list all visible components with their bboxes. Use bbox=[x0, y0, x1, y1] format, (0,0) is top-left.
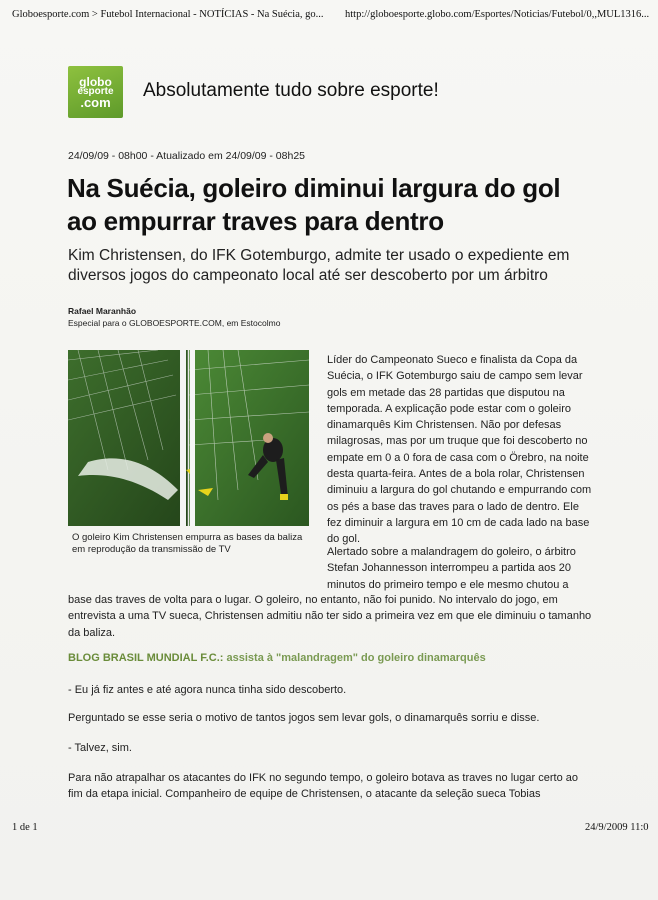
article-paragraph-2-end: base das traves de volta para o lugar. O goleiro, no entanto, não foi punido. No intervalo do jogo, em entrevista a uma TV sueca, Christensen admitiu não ter sido a primeira vez em que ele diminuiu o tamanho da baliza. bbox=[68, 594, 592, 639]
article-quote-1: - Eu já fiz antes e até agora nunca tinha sido descoberto. bbox=[68, 684, 347, 696]
goalkeeper-photo-illustration bbox=[68, 350, 309, 526]
article-subhead: Kim Christensen, do IFK Gotemburgo, admite ter usado o expediente em diversos jogos do campeonato local até ser descoberto por um árbitro bbox=[68, 247, 570, 284]
logo-line-1: globo bbox=[79, 75, 112, 89]
print-footer-page: 1 de 1 bbox=[12, 822, 38, 833]
article-paragraph-1: Líder do Campeonato Sueco e finalista da Copa da Suécia, o IFK Gotemburgo saiu de campo sem levar gols em metade das 28 partidas que disputou na temporada. A explicação pode estar com o goleiro dinamarquês Kim Christensen. Não por defesas milagrosas, mas por um truque que foi descoberto no empate em 0 a 0 fora de casa com o Örebro, na noite desta quarta-feira. Antes de a bola rolar, Christensen diminuiu a largura do gol chutando e empurrando com os pés a base das traves para o lado de dentro. Ele fez diminuir a largura em 10 cm de cada lado na base do gol. bbox=[327, 354, 592, 546]
blog-link[interactable] bbox=[68, 652, 486, 664]
print-footer-timestamp: 24/9/2009 11:0 bbox=[585, 822, 649, 833]
logo-line-3: .com bbox=[80, 95, 111, 110]
article-dateline: 24/09/09 - 08h00 - Atualizado em 24/09/09 - 08h25 bbox=[68, 150, 306, 162]
print-header-title: Globoesporte.com > Futebol Internacional - NOTÍCIAS - Na Suécia, go... bbox=[12, 9, 324, 20]
print-header-url: http://globoesporte.globo.com/Esportes/Noticias/Futebol/0,,MUL1316... bbox=[345, 9, 650, 20]
blog-link-label[interactable]: BLOG BRASIL MUNDIAL F.C.: bbox=[68, 652, 224, 664]
globoesporte-logo[interactable] bbox=[68, 66, 123, 118]
article-paragraph-4: Para não atrapalhar os atacantes do IFK no segundo tempo, o goleiro botava as traves no lugar certo ao fim da etapa inicial. Companheiro de equipe de Christensen, o atacante da seleção sueca Tobias bbox=[68, 772, 578, 801]
site-tagline: Absolutamente tudo sobre esporte! bbox=[143, 80, 439, 101]
article-paragraph-2-start: Alertado sobre a malandragem do goleiro, o árbitro Stefan Johannesson interrompeu a partida aos 20 minutos do primeiro tempo e ele mesmo chutou a bbox=[327, 546, 576, 591]
article-photo bbox=[68, 350, 309, 526]
article-headline: Na Suécia, goleiro diminui largura do gol ao empurrar traves para dentro bbox=[67, 173, 561, 236]
author-role: Especial para o GLOBOESPORTE.COM, em Estocolmo bbox=[68, 318, 281, 328]
blog-link-text[interactable]: assista à "malandragem" do goleiro dinamarquês bbox=[226, 652, 486, 664]
author-name: Rafael Maranhão bbox=[68, 306, 137, 316]
photo-caption: O goleiro Kim Christensen empurra as bases da baliza em reprodução da transmissão de TV bbox=[72, 532, 303, 555]
logo-line-2: esporte bbox=[77, 86, 114, 97]
article-paragraph-3: Perguntado se esse seria o motivo de tantos jogos sem levar gols, o dinamarquês sorriu e disse. bbox=[68, 712, 540, 724]
article-quote-2: - Talvez, sim. bbox=[68, 742, 132, 754]
